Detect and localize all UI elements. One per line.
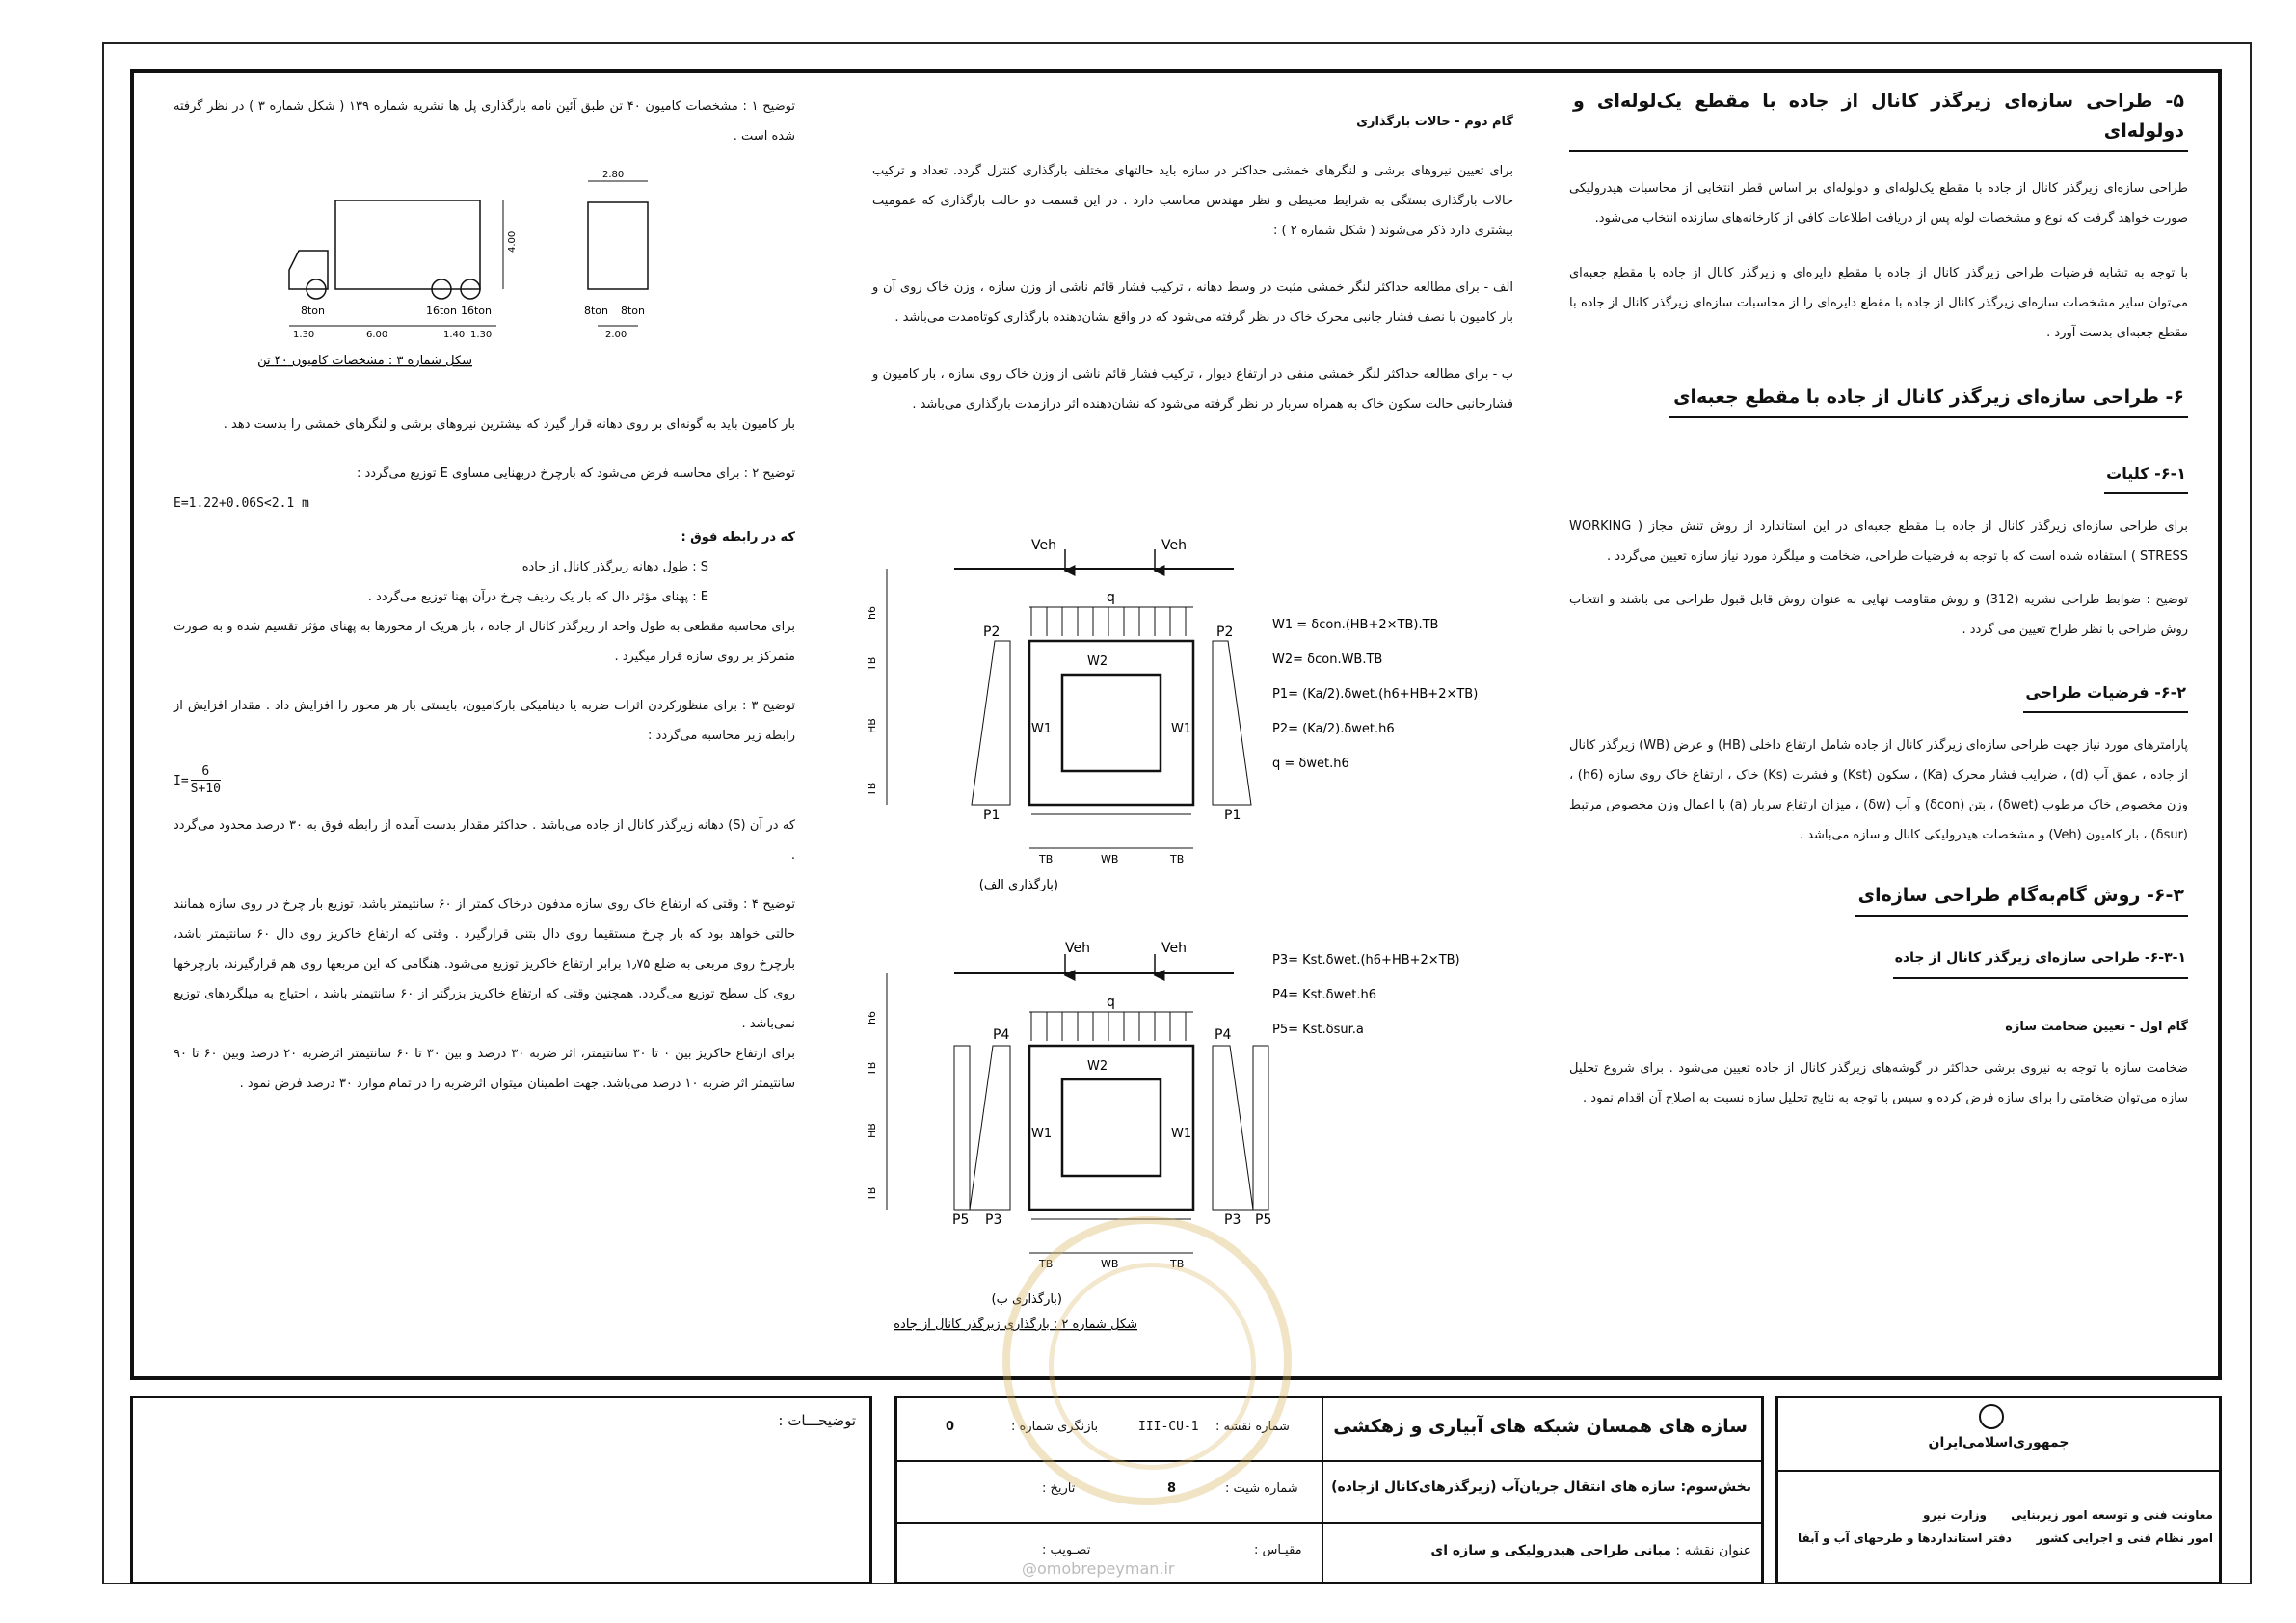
scale-label: مقیـاس :	[1254, 1543, 1302, 1557]
svg-text:P1: P1	[983, 808, 1001, 823]
revision: 0	[946, 1420, 955, 1434]
dim-tb-b1: TB	[866, 1061, 878, 1076]
formula-E: E=1.22+0.06S<2.1 m	[174, 496, 309, 511]
rear-load-2: 8ton	[621, 305, 646, 317]
dim-tb-b4: TB	[1170, 1258, 1185, 1270]
drawing-no-label: شماره نقشه :	[1215, 1420, 1290, 1434]
s61-title: ۶-۱- کلیات	[2104, 459, 2188, 494]
load-case-a	[866, 538, 1478, 892]
section-label: بخش‌سوم: سازه های انتقال جریان‌آب (زیرگذرهای‌کانال ازجاده)	[1331, 1479, 1751, 1495]
right-column	[1569, 87, 2188, 1127]
formula-w1: W1 = δcon.(HB+2×TB).TB	[1272, 618, 1439, 632]
svg-text:P2: P2	[1216, 625, 1234, 640]
dim-tb-a2: TB	[866, 782, 878, 796]
s62-title: ۶-۲- فرضیات طراحی	[2023, 678, 2188, 713]
project-title: سازه های همسان شبکه های آبیاری و زهکشی	[1333, 1416, 1748, 1437]
strip-paragraph: برای محاسبه مقطعی به طول واحد از زیرگذر کانال از جاده ، بار هریک از محورها به پهنای مؤثر تقسیم شده و به صورت متمرکز بر روی سازه قرار میگیرد .	[174, 620, 795, 664]
svg-text:W1: W1	[1031, 1127, 1053, 1141]
deputy-1: معاونت فنی و توسعه امور زیربنایی	[2011, 1508, 2213, 1522]
step1-paragraph: ضخامت سازه با توجه به نیروی برشی حداکثر در گوشه‌های زیرگذر کانال از جاده تعیین می‌شود . برای شروع تحلیل سازه می‌توان ضخامتی را برای سازه فرض کرده و سپس با توجه به نتایج تحلیل سازه نسبت به اصلاح آن اقدام نمود .	[1569, 1061, 2188, 1105]
dim-2: 6.00	[366, 330, 388, 340]
approval-label: تصـویب :	[1042, 1543, 1091, 1557]
q-label-b: q	[1107, 995, 1115, 1010]
middle-column	[872, 92, 1513, 433]
formula-p5: P5= Kst.δsur.a	[1272, 1023, 1364, 1037]
axle-load-3: 16ton	[461, 305, 493, 317]
drawing-title-row	[1430, 1543, 1751, 1558]
note-2: توضیح ۲ : برای محاسبه فرض می‌شود که بارچرخ دربهنایی مساوی E توزیع می‌گردد :	[357, 466, 795, 481]
formula-I	[174, 764, 795, 797]
dim-tb-b2: TB	[866, 1186, 878, 1201]
s61-paragraph-1: برای طراحی سازه‌ای زیرگذر کانال از جاده بـا مقطع جعبه‌ای در این استاندارد از روش تنش مجاز ( WORKING STRESS ) استفاده شده است که با توجه به فرضیات طراحی، ضخامت و میلگرد مورد نیاز سازه تعیین می‌گردد .	[1569, 519, 2188, 564]
svg-text:P4: P4	[993, 1027, 1010, 1043]
fig2-caption: شکل شماره ۲ : بارگذاری زیرگذر کانال از جاده	[894, 1317, 1137, 1332]
formula-p1: P1= (Ka/2).δwet.(h6+HB+2×TB)	[1272, 687, 1479, 702]
dim-tb-b3: TB	[1039, 1258, 1054, 1270]
rear-load-1: 8ton	[584, 305, 609, 317]
veh-label-4: Veh	[1161, 941, 1187, 956]
dim-width-top: 2.80	[602, 170, 625, 180]
notes-box	[130, 1396, 872, 1584]
formula-p3: P3= Kst.δwet.(h6+HB+2×TB)	[1272, 953, 1460, 968]
dim-tb-a3: TB	[1039, 853, 1054, 865]
dim-tb-a4: TB	[1170, 853, 1185, 865]
country-name: جمهوری‌اسلامی‌ایران	[1928, 1435, 2069, 1450]
step2-paragraph: برای تعیین نیروهای برشی و لنگرهای خمشی حداکثر در سازه باید حالتهای مختلف بارگذاری کنترل گردد. تعداد و ترکیب حالات بارگذاری بستگی به شرایط محیطی و نظر مهندس محاسب دارد . در این قسمت دو حالت بارگذاری که عمومیت بیشتری دارد ذکر می‌شوند ( شکل شماره ۲ ) :	[872, 164, 1513, 238]
revision-label: بازنگری شماره :	[1011, 1420, 1099, 1434]
axle-load-1: 8ton	[301, 305, 326, 317]
truck-position-paragraph: بار کامیون باید به گونه‌ای بر روی دهانه قرار گیرد که بیشترین نیروهای برشی و لنگرهای خمشی را بدست دهد .	[223, 417, 795, 432]
svg-text:P2: P2	[983, 625, 1001, 640]
axle-load-2: 16ton	[426, 305, 458, 317]
deputy-2: امور نظام فنی و اجرایی کشور	[2036, 1531, 2213, 1545]
section5-title: ۵- طراحی سازه‌ای زیرگذر کانال از جاده با مقطع یک‌لوله‌ای و دولوله‌ای	[1569, 87, 2188, 152]
watermark-stamp	[1002, 1216, 1292, 1505]
notes-label: توضیحـــات :	[778, 1412, 856, 1429]
emblem-icon	[1979, 1404, 2004, 1429]
left-column-top	[174, 92, 795, 165]
formula-q: q = δwet.h6	[1272, 757, 1349, 771]
date-label: تاریخ :	[1042, 1481, 1076, 1496]
note-3: توضیح ۳ : برای منظورکردن اثرات ضربه یا دینامیکی بارکامیون، بایستی بار هر محور را افزایش داد . مقدار افزایش از رابطه زیر محاسبه می‌گردد :	[174, 699, 795, 743]
dim-wb-b: WB	[1101, 1258, 1119, 1270]
def-E: E : پهنای مؤثر دال که بار یک ردیف چرخ درآن پهنا توزیع می‌گردد .	[367, 590, 708, 604]
sheet-label: شماره شیت :	[1225, 1481, 1298, 1496]
formula-I-num: 6	[201, 764, 210, 779]
svg-text:P3: P3	[1224, 1212, 1241, 1228]
veh-label-1: Veh	[1031, 538, 1056, 553]
s61-paragraph-2: توضیح : ضوابط طراحی نشریه (312) و روش مقاومت نهایی به عنوان روش قابل قبول طراحی می باشند و انتخاب روش طراحی با نظر طراح تعیین می گردد .	[1569, 593, 2188, 637]
def-S: S : طول دهانه زیرگذر کانال از جاده	[521, 560, 708, 574]
dim-h6-b: h6	[866, 1011, 878, 1024]
drawing-title: مبانی طراحی هیدرولیکی و سازه ای	[1430, 1543, 1671, 1558]
formula-p2: P2= (Ka/2).δwet.h6	[1272, 722, 1395, 736]
watermark-text: @omobrepeyman.ir	[1022, 1559, 1175, 1578]
veh-label-3: Veh	[1065, 941, 1090, 956]
svg-text:W1: W1	[1171, 722, 1192, 736]
s63-title: ۶-۳- روش گام‌به‌گام طراحی سازه‌ای	[1855, 881, 2188, 917]
where-label: که در رابطه فوق :	[681, 530, 795, 545]
svg-text:W2: W2	[1087, 1059, 1108, 1074]
section6-title: ۶- طراحی سازه‌ای زیرگذر کانال از جاده با مقطع جعبه‌ای	[1669, 383, 2188, 418]
dim-h6-a: h6	[866, 606, 878, 620]
step1-title: گام اول - تعیین ضخامت سازه	[2005, 1020, 2188, 1034]
loading-figure	[848, 530, 1523, 1340]
case-b-paragraph: ب - برای مطالعه حداکثر لنگر خمشی منفی در ارتفاع دیوار ، ترکیب فشار قائم ناشی از وزن خاک روی سازه ، بار کامیون و فشارجانبی حالت سکون خاک به همراه سربار در نظر گرفته می‌شود که نشان‌دهنده اثر درازمدت بارگذاری می‌باشد .	[872, 367, 1513, 412]
svg-text:W1: W1	[1171, 1127, 1192, 1141]
svg-text:P1: P1	[1224, 808, 1241, 823]
svg-text:W1: W1	[1031, 722, 1053, 736]
svg-text:P3: P3	[985, 1212, 1002, 1228]
section5-paragraph-2: با توجه به تشابه فرضیات طراحی زیرگذر کانال از جاده با مقطع دایره‌ای و زیرگذر کانال از جاده با مقطع جعبه‌ای می‌توان سایر مشخصات سازه‌ای زیرگذر کانال از جاده با مقطع دایره‌ای را از محاسبات سازه‌ای زیرگذر کانال از جاده با مقطع جعبه‌ای بدست آورد .	[1569, 266, 2188, 340]
drawing-no: III-CU-1	[1138, 1420, 1199, 1434]
svg-text:P4: P4	[1215, 1027, 1232, 1043]
s62-paragraph: پارامترهای مورد نیاز جهت طراحی سازه‌ای زیرگذر کانال از جاده شامل ارتفاع داخلی (HB) و عرض (WB) زیرگذر کانال از جاده ، عمق آب (d) ، ضرایب فشار محرک (Ka) ، سکون (Kst) و فشرت (Ks) خاک ، ارتفاع خاک روی سازه (h6) ، وزن مخصوص خاک مرطوب (δwet) ، بتن (δcon) و آب (δw) ، میزان ارتفاع سربار (a) با اعمال وزن مخصوص مرتبط (δsur) ، بار کامیون (Veh) و مشخصات هیدرولیکی کانال و سازه می‌باشد .	[1569, 738, 2188, 842]
ministry: وزارت نیرو	[1923, 1508, 1987, 1522]
dim-wb-a: WB	[1101, 853, 1119, 865]
dim-hb-b: HB	[866, 1123, 878, 1138]
veh-label-2: Veh	[1161, 538, 1187, 553]
authority-box	[1775, 1396, 2222, 1584]
limit-paragraph: که در آن (S) دهانه زیرگذر کانال از جاده می‌باشد . حداکثر مقدار بدست آمده از رابطه فوق به ۳۰ درصد محدود می‌گردد .	[174, 818, 796, 863]
svg-text:W2: W2	[1087, 654, 1108, 669]
dim-1: 1.30	[293, 330, 315, 340]
sheet: 8	[1167, 1481, 1177, 1496]
dim-height: 4.00	[507, 230, 518, 253]
note-1: توضیح ۱ : مشخصات کامیون ۴۰ تن طبق آئین نامه بارگذاری پل ها نشریه شماره ۱۳۹ ( شکل شماره ۳ ) در نظر گرفته شده است .	[174, 99, 795, 144]
fig3-caption: شکل شماره ۳ : مشخصات کامیون ۴۰ تن	[257, 354, 472, 368]
office: دفتر استانداردها و طرحهای آب و آبفا	[1798, 1531, 2012, 1545]
s631-title: ۶-۳-۱- طراحی سازه‌ای زیرگذر کانال از جاده	[1893, 944, 2188, 979]
case-a-paragraph: الف - برای مطالعه حداکثر لنگر خمشی مثبت در وسط دهانه ، ترکیب فشار قائم ناشی از وزن سازه ، وزن خاک روی آن و بار کامیون با نصف فشار جانبی محرک خاک در نظر گرفته می‌شود که در واقع نشان‌دهنده بارگذاری کوتاه‌مدت می‌باشد .	[872, 280, 1513, 325]
case-a-label: (بارگذاری الف)	[978, 878, 1058, 892]
case-b-label: (بارگذاری ب)	[991, 1292, 1062, 1307]
truck-figure	[257, 164, 665, 371]
dim-width-bot: 2.00	[605, 330, 627, 340]
dim-tb-a1: TB	[866, 656, 878, 671]
formula-w2: W2= δcon.WB.TB	[1272, 652, 1383, 667]
drawing-title-label: عنوان نقشه :	[1675, 1543, 1751, 1558]
note-4: توضیح ۴ : وقتی که ارتفاع خاک روی سازه مدفون درخاک کمتر از ۶۰ سانتیمتر باشد، توزیع بار چرخ در روی سازه همانند حالتی خواهد بود که بار چرخ مستقیما روی دال بتنی قرارگیرد . وقتی که ارتفاع خاکریز روی دال ۶۰ سانتیمتر باشد، بارچرخ روی مربعی به ضلع ۱٫۷۵ برابر ارتفاع خاکریز توزیع می‌شود. هنگامی که این مربعها روی هم قرارگیرند، بارچرخها روی کل سطح توزیع می‌گردد. همچنین وقتی که ارتفاع خاکریز بزرگتر از ۶۰ سانتیمتر باشد ، احتیاج به میلگردهای توزیع نمی‌باشد .	[174, 897, 796, 1031]
dim-hb-a: HB	[866, 718, 878, 733]
formula-I-lhs: I=	[174, 773, 189, 788]
section5-paragraph-1: طراحی سازه‌ای زیرگذر کانال از جاده با مقطع یک‌لوله‌ای و دولوله‌ای بر اساس قطر انتخابی از محاسبات هیدرولیکی صورت خواهد گرفت که نوع و مشخصات لوله پس از دریافت اطلاعات کافی از کارخانه‌های سازنده انتخاب می‌شود.	[1569, 181, 2188, 226]
svg-text:P5: P5	[952, 1212, 970, 1228]
dim-3: 1.40	[443, 330, 466, 340]
svg-text:P5: P5	[1255, 1212, 1272, 1228]
step2-title: گام دوم - حالات بارگذاری	[1356, 115, 1513, 129]
note-4b: برای ارتفاع خاکریز بین ۰ تا ۳۰ سانتیمتر، اثر ضربه ۳۰ درصد و بین ۳۰ تا ۶۰ سانتیمتر اثرضربه ۲۰ درصد وبین ۶۰ تا ۹۰ سانتیمتر اثر ضربه ۱۰ درصد می‌باشد. جهت اطمینان میتوان اثرضربه را در تمام موارد ۳۰ درصد فرض نمود .	[174, 1047, 796, 1091]
formula-I-den: S+10	[190, 782, 221, 796]
formula-p4: P4= Kst.δwet.h6	[1272, 988, 1376, 1002]
dim-4: 1.30	[470, 330, 493, 340]
left-column-body	[174, 410, 795, 1112]
q-label: q	[1107, 590, 1115, 605]
